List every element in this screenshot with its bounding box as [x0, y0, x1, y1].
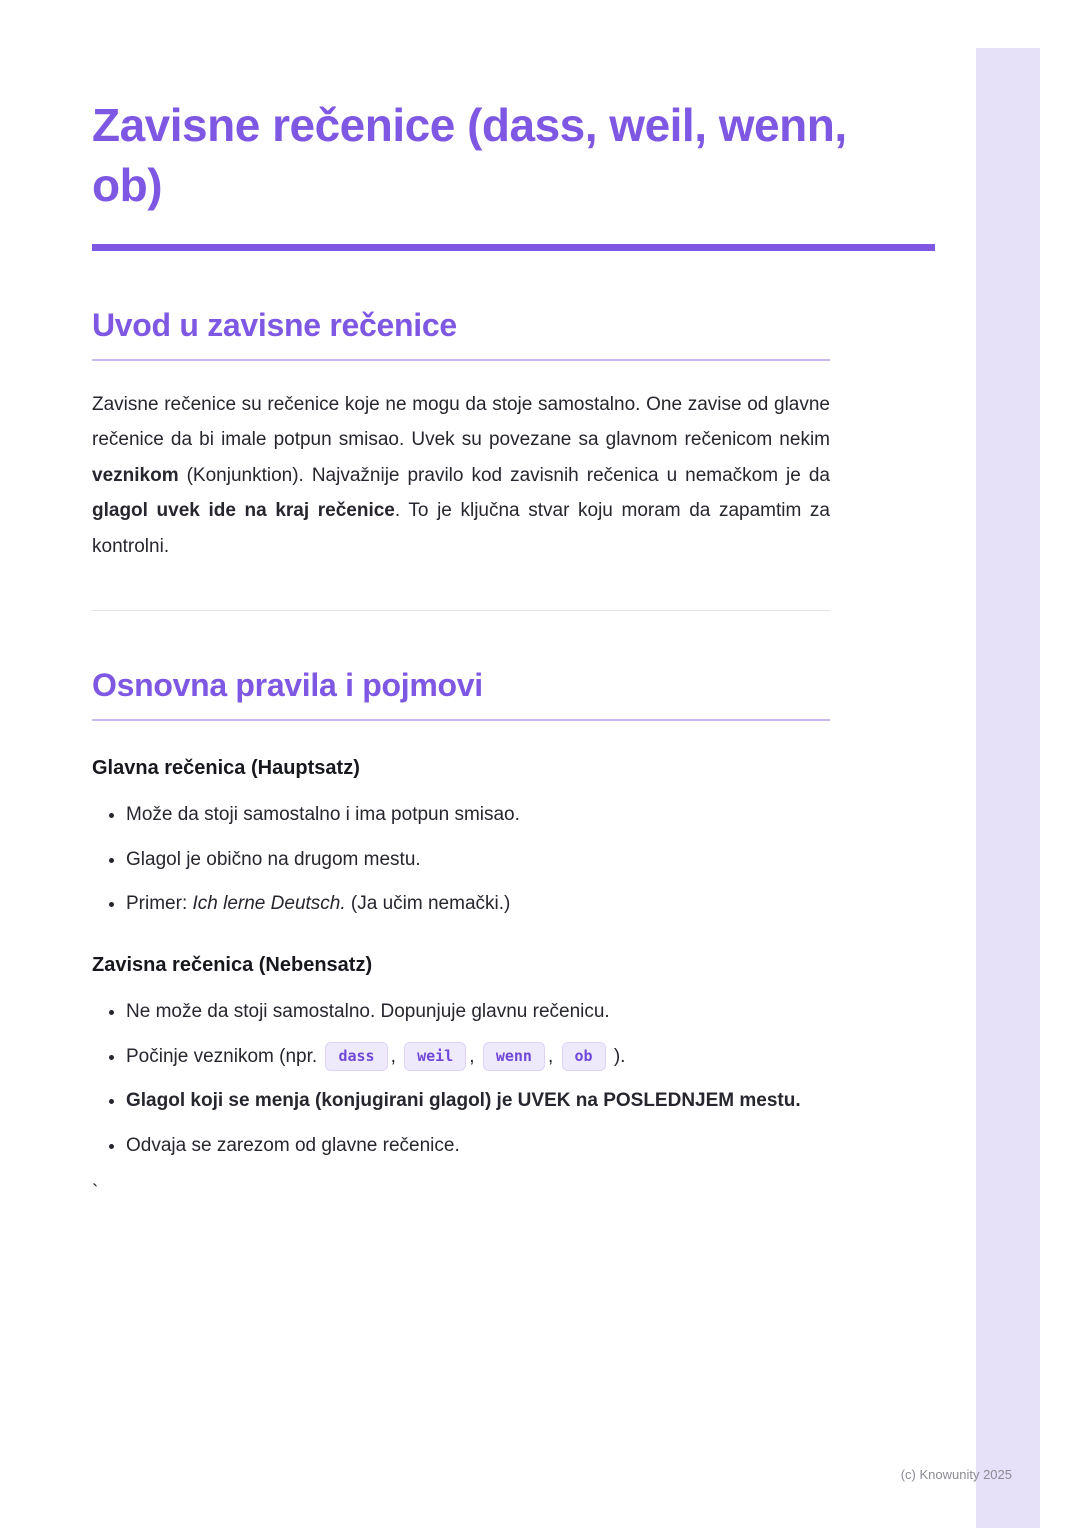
primer-translation: (Ja učim nemački.): [345, 893, 511, 915]
stray-backtick: `: [92, 1182, 99, 1204]
page-title: Zavisne rečenice (dass, weil, wenn, ob): [92, 99, 847, 211]
document-content: [92, 0, 935, 1204]
section-heading-pravila: Osnovna pravila i pojmovi: [92, 667, 483, 704]
comma-separator: ,: [547, 1045, 554, 1067]
list-item: • Ne može da stoji samostalno. Dopunjuje glavnu rečenicu.: [126, 997, 826, 1026]
conjunction-bullet-prefix: Počinje veznikom (npr.: [126, 1045, 318, 1067]
comma-separator: ,: [469, 1045, 475, 1067]
hauptsatz-list: [92, 800, 826, 918]
primer-example-italic: Ich lerne Deutsch.: [192, 893, 346, 915]
section-divider: [92, 610, 830, 611]
list-item: • Može da stoji samostalno i ima potpun smisao.: [126, 800, 826, 829]
primer-label: Primer:: [126, 893, 193, 915]
list-item: • Odvaja se zarezom od glavne rečenice.: [126, 1131, 826, 1160]
section-underline-pravila: [92, 719, 830, 721]
intro-paragraph: [92, 387, 830, 565]
section-heading-uvod: Uvod u zavisne rečenice: [92, 306, 457, 343]
comma-separator: ,: [390, 1045, 396, 1067]
title-rule: [92, 244, 935, 251]
copyright-footer: (c) Knowunity 2025: [900, 1467, 1012, 1482]
code-chip-dass: dass: [325, 1042, 387, 1071]
section-underline-uvod: [92, 359, 830, 361]
code-chip-ob: ob: [562, 1042, 606, 1071]
nebensatz-list: [92, 997, 826, 1160]
list-item: • Glagol koji se menja (konjugirani glagol) je UVEK na POSLEDNJEM mestu.: [126, 1086, 826, 1115]
conjunction-bullet-suffix: ).: [613, 1045, 626, 1067]
page-side-stripe: [976, 48, 1040, 1528]
code-chip-wenn: wenn: [483, 1042, 545, 1071]
intro-text-1: Zavisne rečenice su rečenice koje ne mogu da stoje samostalno. One zavise od glavne rečenice da bi imale potpun smisao. Uvek su povezane sa glavnom rečenicom nekim: [92, 393, 830, 451]
subheading-nebensatz: Zavisna rečenica (Nebensatz): [92, 954, 373, 977]
code-chip-weil: weil: [404, 1042, 466, 1071]
intro-text-3: . To je ključna stvar koju moram da zapamtim za kontrolni.: [92, 500, 830, 557]
list-item: [126, 1042, 826, 1071]
subheading-hauptsatz: Glavna rečenica (Hauptsatz): [92, 757, 360, 780]
list-item: • Glagol je obično na drugom mestu.: [126, 845, 826, 874]
list-item: [126, 889, 826, 918]
intro-bold-glagol-rule: glagol uvek ide na kraj rečenice: [92, 500, 395, 522]
intro-bold-veznikom: veznikom: [92, 464, 179, 486]
intro-text-2: (Konjunktion). Najvažnije pravilo kod zavisnih rečenica u nemačkom je da: [178, 464, 830, 486]
